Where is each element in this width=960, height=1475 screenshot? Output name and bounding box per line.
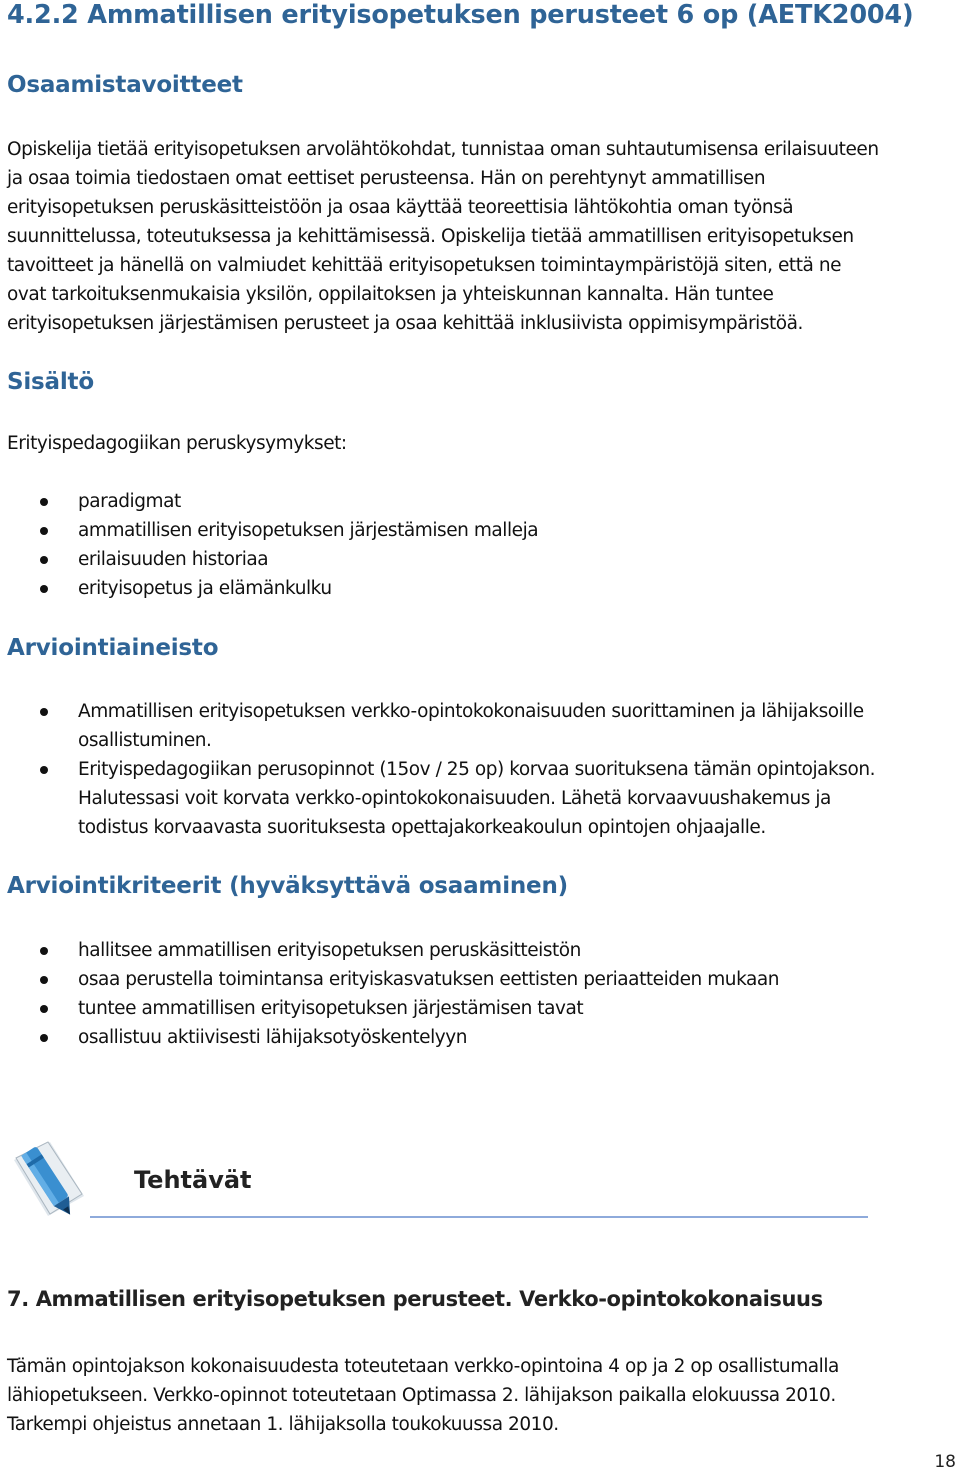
bullet-icon xyxy=(40,1005,48,1013)
assessment-heading: Arviointiaineisto xyxy=(7,635,219,661)
list-item: erilaisuuden historiaa xyxy=(0,545,538,574)
goals-line: Opiskelija tietää erityisopetuksen arvolähtökohdat, tunnistaa oman suhtautumisensa erilaisuuteen xyxy=(7,139,879,160)
criteria-heading: Arviointikriteerit (hyväksyttävä osaaminen) xyxy=(7,873,568,899)
tasks-divider xyxy=(90,1216,868,1218)
task7-line: lähiopetukseen. Verkko-opinnot toteutetaan Optimassa 2. lähijakson paikalla elokuussa 2010. xyxy=(7,1385,836,1406)
goals-heading: Osaamistavoitteet xyxy=(7,72,243,98)
list-item: ammatillisen erityisopetuksen järjestämisen malleja xyxy=(0,516,538,545)
goals-line: suunnittelussa, toteutuksessa ja kehittämisessä. Opiskelija tietää ammatillisen erityisopetuksen xyxy=(7,226,854,247)
content-intro: Erityispedagogiikan peruskysymykset: xyxy=(7,433,347,454)
task7-heading: 7. Ammatillisen erityisopetuksen perusteet. Verkko-opintokokonaisuus xyxy=(7,1287,823,1311)
list-item: erityisopetus ja elämänkulku xyxy=(0,574,538,603)
bullet-icon xyxy=(40,585,48,593)
goals-line: erityisopetuksen järjestämisen perusteet ja osaa kehittää inklusiivista oppimisympäristöä. xyxy=(7,313,803,334)
assessment-list xyxy=(0,697,875,842)
bullet-icon xyxy=(40,498,48,506)
bullet-icon xyxy=(40,708,48,716)
bullet-icon xyxy=(40,1034,48,1042)
list-item: paradigmat xyxy=(0,487,538,516)
list-item: hallitsee ammatillisen erityisopetuksen peruskäsitteistön xyxy=(0,936,779,965)
goals-line: erityisopetuksen peruskäsitteistöön ja osaa käyttää teoreettisia lähtökohtia oman työnsä xyxy=(7,197,794,218)
task7-paragraph xyxy=(7,1352,957,1439)
list-item: osaa perustella toimintansa erityiskasvatuksen eettisten periaatteiden mukaan xyxy=(0,965,779,994)
pencil-paper-icon xyxy=(6,1140,90,1224)
bullet-icon xyxy=(40,527,48,535)
task7-line: Tarkempi ohjeistus annetaan 1. lähijaksolla toukokuussa 2010. xyxy=(7,1414,559,1435)
goals-line: ja osaa toimia tiedostaen omat eettiset perusteensa. Hän on perehtynyt ammatillisen xyxy=(7,168,766,189)
tasks-heading: Tehtävät xyxy=(134,1166,252,1194)
list-item: tuntee ammatillisen erityisopetuksen järjestämisen tavat xyxy=(0,994,779,1023)
list-item: Erityispedagogiikan perusopinnot (15ov / 25 op) korvaa suorituksena tämän opintojakson. Halutessasi voit korvata verkko-opintokokonaisuuden. Lähetä korvaavuushakemus ja todistus korvaavasta suorituksesta opettajakorkeakoulun opintojen ohjaajalle. xyxy=(0,755,875,842)
bullet-icon xyxy=(40,556,48,564)
goals-paragraph xyxy=(7,135,957,338)
page-title: 4.2.2 Ammatillisen erityisopetuksen perusteet 6 op (AETK2004) xyxy=(7,0,914,30)
bullet-icon xyxy=(40,766,48,774)
content-heading: Sisältö xyxy=(7,369,94,395)
content-list xyxy=(0,487,538,603)
list-item: Ammatillisen erityisopetuksen verkko-opintokokonaisuuden suorittaminen ja lähijaksoille osallistuminen. xyxy=(0,697,875,755)
goals-line: ovat tarkoituksenmukaisia yksilön, oppilaitoksen ja yhteiskunnan kannalta. Hän tuntee xyxy=(7,284,774,305)
page-number: 18 xyxy=(934,1452,956,1472)
task7-line: Tämän opintojakson kokonaisuudesta toteutetaan verkko-opintoina 4 op ja 2 op osallistumalla xyxy=(7,1356,839,1377)
list-item: osallistuu aktiivisesti lähijaksotyöskentelyyn xyxy=(0,1023,779,1052)
bullet-icon xyxy=(40,976,48,984)
criteria-list xyxy=(0,936,779,1052)
goals-line: tavoitteet ja hänellä on valmiudet kehittää erityisopetuksen toimintaympäristöjä siten, että ne xyxy=(7,255,842,276)
bullet-icon xyxy=(40,947,48,955)
